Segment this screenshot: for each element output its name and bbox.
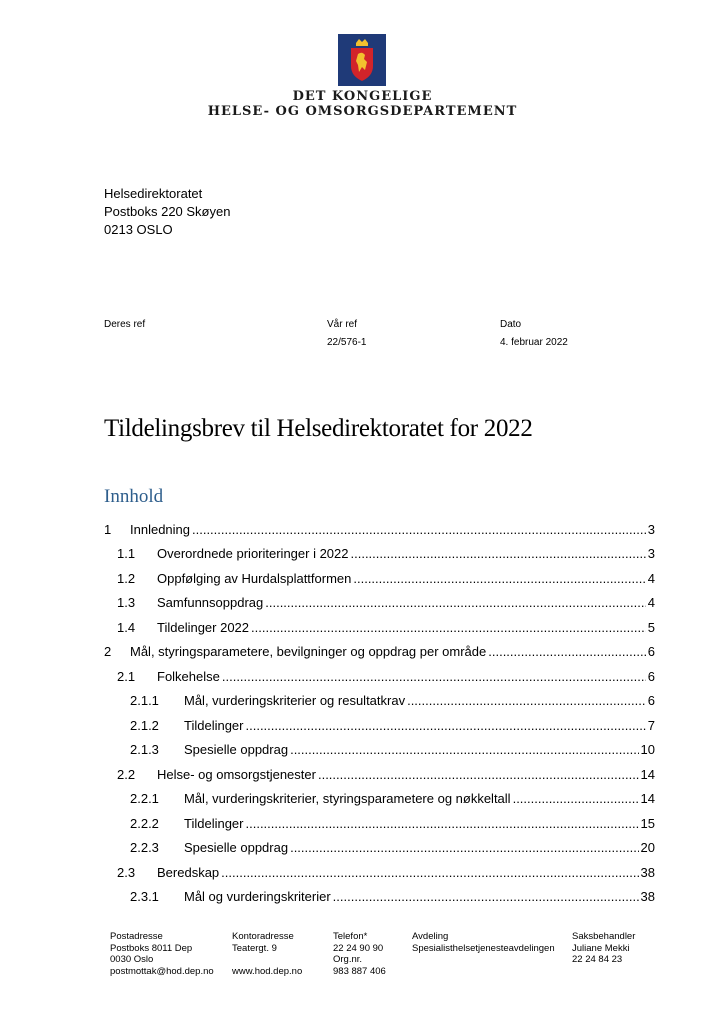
toc-entry-label: Mål, vurderingskriterier og resultatkrav [184,693,406,708]
footer-telefon [333,931,386,977]
toc-heading: Innhold [104,486,164,507]
toc-entry[interactable] [104,635,655,660]
toc-leader-dots [333,889,639,904]
footer-saksbehandler-label: Saksbehandler [572,931,636,942]
footer-postadresse-label: Postadresse [110,931,163,942]
footer-avdeling [412,931,555,954]
toc-entry-page: 14 [640,766,655,782]
toc-entry-number: 2.2.2 [130,815,159,831]
toc-entry[interactable] [104,757,655,782]
page-title: Tildelingsbrev til Helsedirektoratet for 2022 [104,415,533,442]
footer-kontoradresse [232,931,302,977]
toc-leader-dots [407,693,646,708]
footer-saksbehandler-name: Juliane Mekki [572,942,630,954]
toc-entry-page: 7 [647,717,655,733]
footer-kontoradresse-line [232,954,302,966]
toc-entry-number: 1 [104,521,112,537]
table-of-contents [104,512,655,904]
toc-leader-dots [246,816,639,831]
toc-entry-page: 6 [647,668,655,684]
toc-leader-dots [290,840,638,855]
footer-avdeling-value: Spesialisthelsetjenesteavdelingen [412,942,555,954]
toc-entry-number: 2.2.3 [130,840,159,855]
toc-entry-label: Innledning [130,521,190,537]
toc-entry-label: Overordnede prioriteringer i 2022 [157,546,349,561]
toc-entry[interactable] [104,561,655,586]
toc-leader-dots [265,595,646,610]
footer-telefon-line: 22 24 90 90 [333,942,384,954]
toc-leader-dots [353,571,645,586]
toc-entry-page: 20 [640,840,655,855]
toc-leader-dots [351,546,646,561]
toc-entry-page: 4 [647,570,655,586]
footer-postadresse-line: Postboks 8011 Dep [110,942,193,954]
coat-of-arms-icon [338,34,386,86]
toc-entry[interactable] [104,512,655,537]
toc-leader-dots [318,767,639,782]
toc-leader-dots [221,865,638,880]
toc-entry[interactable] [104,733,655,758]
toc-entry-label: Folkehelse [157,668,220,684]
toc-entry-label: Mål, styringsparametere, bevilgninger og oppdrag per område [130,644,487,659]
toc-entry-number: 1.3 [117,595,136,610]
toc-entry[interactable] [104,831,655,856]
toc-entry-page: 3 [647,546,655,561]
dato-label: Dato [500,319,522,330]
recipient-address [104,185,230,239]
toc-entry-number: 2.1.2 [130,717,159,733]
toc-entry-label: Tildelinger 2022 [157,619,250,635]
footer-telefon-label: Telefon* [333,931,368,942]
var-ref-label: Vår ref [327,319,358,330]
ministry-name-line1: DET KONGELIGE [292,89,433,104]
deres-ref-label: Deres ref [104,319,146,330]
toc-entry[interactable] [104,586,655,611]
toc-entry-page: 38 [640,864,655,880]
toc-entry-page: 14 [640,791,655,806]
toc-entry-label: Helse- og omsorgstjenester [157,766,316,782]
toc-entry-number: 1.1 [117,546,136,561]
footer-postadresse-line: 0030 Oslo [110,954,154,965]
toc-entry-label: Mål og vurderingskriterier [184,889,331,904]
toc-entry[interactable] [104,880,655,905]
footer-saksbehandler-phone: 22 24 84 23 [572,954,623,965]
toc-entry-page: 10 [640,742,655,757]
toc-entry[interactable] [104,659,655,684]
toc-entry-number: 2.3 [117,864,136,880]
toc-leader-dots [290,742,638,757]
toc-entry[interactable] [104,708,655,733]
ministry-name-line2: HELSE- OG OMSORGSDEPARTEMENT [207,104,518,119]
toc-entry[interactable] [104,855,655,880]
toc-entry-page: 6 [647,693,655,708]
toc-entry-page: 3 [647,521,655,537]
recipient-postal: 0213 OSLO [104,222,173,237]
toc-entry-page: 38 [640,889,655,904]
toc-entry-number: 2.1.3 [130,742,159,757]
footer-kontoradresse-label: Kontoradresse [232,931,294,942]
toc-entry-page: 15 [640,815,655,831]
toc-leader-dots [192,522,646,537]
toc-entry-number: 2.1 [117,668,136,684]
toc-entry-label: Samfunnsoppdrag [157,595,264,610]
toc-entry-number: 2.2 [117,766,136,782]
toc-leader-dots [251,620,646,635]
toc-entry-number: 2.1.1 [130,693,159,708]
toc-entry-label: Mål, vurderingskriterier, styringsparametere og nøkkeltall [184,791,511,806]
toc-entry-page: 6 [647,644,655,659]
footer-kontoradresse-line: Teatergt. 9 [232,942,277,954]
toc-entry-number: 2.3.1 [130,889,159,904]
toc-leader-dots [222,669,646,684]
var-ref-value: 22/576-1 [327,337,367,348]
toc-entry[interactable] [104,537,655,562]
toc-entry-label: Spesielle oppdrag [184,840,289,855]
footer-email[interactable]: postmottak@hod.dep.no [110,965,214,977]
footer-orgnr-value: 983 887 406 [333,965,386,977]
toc-entry-page: 4 [647,595,655,610]
toc-entry[interactable] [104,610,655,635]
footer-postadresse [110,931,214,977]
toc-entry-number: 2 [104,644,112,659]
dato-value: 4. februar 2022 [500,337,568,348]
toc-entry[interactable] [104,782,655,807]
footer-orgnr-label: Org.nr. [333,954,363,965]
toc-entry-page: 5 [647,619,655,635]
footer-saksbehandler [572,931,635,966]
toc-entry-number: 1.4 [117,619,136,635]
toc-entry-label: Tildelinger [184,717,244,733]
toc-entry[interactable] [104,806,655,831]
toc-leader-dots [246,718,646,733]
recipient-street: Postboks 220 Skøyen [104,204,231,219]
toc-leader-dots [488,644,646,659]
footer-website[interactable]: www.hod.dep.no [232,965,303,977]
recipient-name: Helsedirektoratet [104,186,203,201]
toc-entry-number: 1.2 [117,570,136,586]
toc-entry-number: 2.2.1 [130,791,159,806]
toc-entry-label: Beredskap [157,864,220,880]
footer-avdeling-label: Avdeling [412,931,449,942]
toc-entry-label: Spesielle oppdrag [184,742,289,757]
toc-entry-label: Oppfølging av Hurdalsplattformen [157,570,352,586]
toc-entry[interactable] [104,684,655,709]
toc-entry-label: Tildelinger [184,815,244,831]
toc-leader-dots [513,791,639,806]
